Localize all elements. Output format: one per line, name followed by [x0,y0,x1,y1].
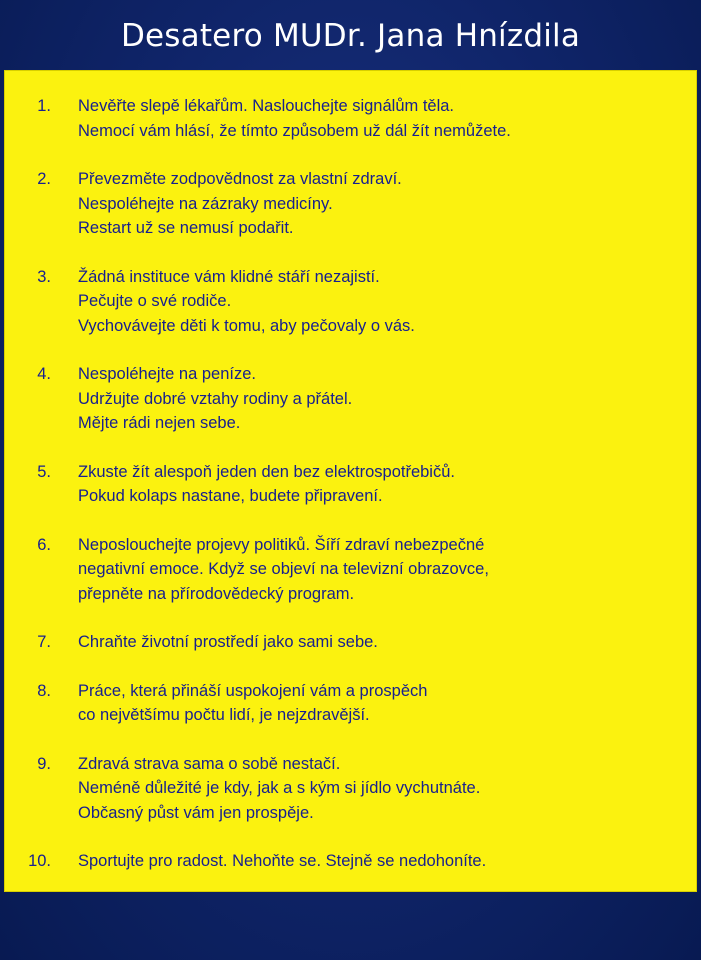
rule-item-5 [5,460,698,509]
rule-number: 10. [28,852,51,870]
rule-item-4 [5,362,698,436]
rules-list [5,94,698,874]
rule-item-2 [5,167,698,241]
rule-item-1 [5,94,698,143]
rule-line: Mějte rádi nejen sebe. [78,414,241,432]
rule-text [78,630,698,655]
rule-number: 2. [37,170,51,188]
rule-text [78,265,698,339]
rule-text [78,94,698,143]
rule-line: Zkuste žít alespoň jeden den bez elektrospotřebičů. [78,462,455,481]
rule-line: co největšímu počtu lidí, je nejzdravější. [78,706,370,724]
rule-item-9 [5,752,698,826]
page-title: Desatero MUDr. Jana Hnízdila [120,18,581,54]
rule-line: Sportujte pro radost. Nehoňte se. Stejně se nedohoníte. [78,852,487,870]
rule-line: Pokud kolaps nastane, budete připravení. [78,487,383,505]
rule-line: Nespoléhejte na peníze. [78,365,256,383]
rule-number: 9. [37,754,51,773]
rule-line: Neposlouchejte projevy politiků. Šíří zdraví nebezpečné [78,535,485,554]
rule-line: Udržujte dobré vztahy rodiny a přátel. [78,389,353,408]
rule-item-8 [5,679,698,728]
rule-line: Neméně důležité je kdy, jak a s kým si jídlo vychutnáte. [78,779,481,797]
rule-line: Nevěřte slepě lékařům. Naslouchejte signálům těla. [78,97,455,115]
rule-line: Chraňte životní prostředí jako sami sebe. [78,633,378,651]
rule-number: 5. [37,462,51,481]
rule-line: Zdravá strava sama o sobě nestačí. [78,754,341,773]
rule-item-10 [5,849,698,874]
rule-line: Práce, která přináší uspokojení vám a prospěch [78,681,428,700]
rule-item-7 [5,630,698,655]
rule-text [78,849,698,874]
rule-text [78,752,698,826]
rule-item-6 [5,533,698,607]
rule-number: 8. [37,681,51,700]
rule-line: Občasný půst vám jen prospěje. [78,803,314,822]
rule-line: Restart už se nemusí podařit. [78,219,294,237]
rule-line: Pečujte o své rodiče. [78,292,232,310]
rule-line: Převezměte zodpovědnost za vlastní zdraví. [78,170,402,188]
rule-number: 3. [37,267,51,286]
rule-line: Vychovávejte děti k tomu, aby pečovaly o vás. [78,316,415,335]
rule-line: negativní emoce. Když se objeví na televizní obrazovce, [78,560,489,578]
rule-line: Nemocí vám hlásí, že tímto způsobem už dál žít nemůžete. [78,121,511,140]
rule-text [78,679,698,728]
rule-number: 7. [37,633,51,651]
rule-text [78,533,698,607]
rule-line: Nespoléhejte na zázraky medicíny. [78,194,333,213]
rule-item-3 [5,265,698,339]
rule-text [78,460,698,509]
rule-line: Žádná instituce vám klidné stáří nezajistí. [78,267,380,286]
rule-line: přepněte na přírodovědecký program. [78,584,355,603]
rule-number: 1. [37,97,51,115]
rule-number: 6. [37,535,51,554]
rule-text [78,362,698,436]
rule-number: 4. [37,365,51,383]
rules-panel [4,70,697,892]
rule-text [78,167,698,241]
